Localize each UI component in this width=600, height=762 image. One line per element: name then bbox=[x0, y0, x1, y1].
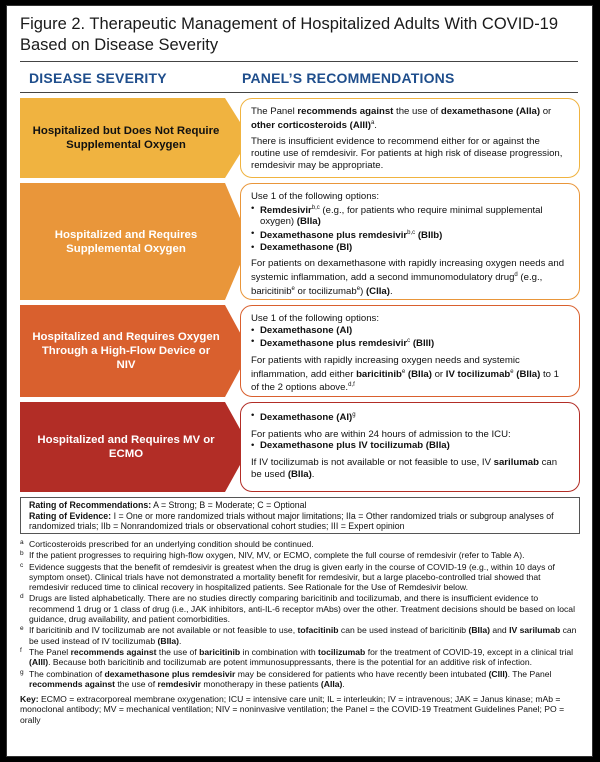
panel-recommendations-header: PANEL’S RECOMMENDATIONS bbox=[242, 70, 455, 86]
ratings-legend: Rating of Recommendations: A = Strong; B = Moderate; C = Optional Rating of Evidence: I = One or more randomized trials without major limitations; IIa = Other randomized trials or subgroup analyses of randomized trials; IIb = Nonrandomized trials or observational cohort studies; III = Expert opinion bbox=[20, 497, 580, 534]
severity-label: Hospitalized and Requires Oxygen Through a High-Flow Device or NIV bbox=[32, 331, 220, 371]
severity-label: Hospitalized and Requires MV or ECMO bbox=[37, 434, 215, 460]
figure-page bbox=[6, 5, 593, 757]
severity-row-high-flow-niv bbox=[20, 305, 580, 397]
disease-severity-header: DISEASE SEVERITY bbox=[29, 70, 167, 86]
severity-label: Hospitalized and Requires Supplemental Oxygen bbox=[54, 228, 198, 255]
footnote-b: b If the patient progresses to requiring high-flow oxygen, NIV, MV, or ECMO, complete the full course of remdesivir (refer to Table A). bbox=[20, 550, 525, 561]
footnotes bbox=[20, 539, 580, 725]
recommendation-box: Use 1 of the following options: • Dexamethasone (AI) • Dexamethasone plus remdesivir$^c$ (BIII) For patients with rapidly increasing oxygen needs and systemic inflammation, add either baricitinib$^e$ (BIIa) or IV tocilizumab$^e$ (BIIa) to 1 of the 2 options above.$^{d,f}$ bbox=[240, 305, 580, 397]
severity-row-no-oxygen bbox=[20, 98, 580, 178]
footnote-g: g The combination of dexamethasone plus remdesivir may be considered for patients who have recently been intubated (CIII). The Panel recommends against the use of remdesivir monotherapy in these patients (AIIa). bbox=[20, 668, 552, 689]
figure-title: Figure 2. Therapeutic Management of Hospitalized Adults With COVID-19 Based on Disease Severity bbox=[20, 15, 559, 54]
footnote-f: f The Panel recommends against the use of baricitinib in combination with tocilizumab for the treatment of COVID-19, except in a clinical trial (AIII). Because both baricitinib and tocilizumab are potent immunosuppressants, there is the potential for an additive risk of infection. bbox=[20, 646, 574, 668]
severity-row-mv-ecmo bbox=[20, 402, 580, 492]
severity-arrow bbox=[20, 402, 250, 492]
severity-arrow bbox=[20, 98, 250, 178]
header-divider bbox=[20, 92, 578, 93]
title-divider bbox=[20, 61, 578, 62]
recommendation-box: The Panel recommends against the use of dexamethasone (AIIa) or other corticosteroids (AIII)$^a$. There is insufficient evidence to recommend either for or against the routine use of remdesivir. For patients at high risk of disease progression, remdesivir may be appropriate. bbox=[240, 98, 580, 178]
footnote-e: e If baricitinib and IV tocilizumab are not available or not feasible to use, tofacitinib can be used instead of baricitinib (BIIa) and IV sarilumab can be used instead of IV tocilizumab (BIIa). bbox=[20, 625, 577, 646]
severity-arrow bbox=[20, 305, 250, 397]
abbreviation-key: Key: ECMO = extracorporeal membrane oxygenation; ICU = intensive care unit; IL = interleukin; IV = intravenous; JAK = Janus kinase; mAb = monoclonal antibody; MV = mechanical ventilation; NIV = noninvasive ventilation; the Panel = the COVID-19 Treatment Guidelines Panel; PO = orally bbox=[20, 694, 565, 725]
severity-arrow bbox=[20, 183, 250, 300]
recommendation-box: Use 1 of the following options: • Remdesivir$^{b,c}$ (e.g., for patients who require minimal supplemental oxygen) (BIIa) • Dexamethasone plus remdesivir$^{b,c}$ (BIIb) • Dexamethasone (BI) For patients on dexamethasone with rapidly increasing oxygen needs and systemic inflammation, add a second immunomodulatory drug$^d$ (e.g., baricitinib$^e$ or tocilizumab$^e$) (CIIa). bbox=[240, 183, 580, 300]
severity-row-supplemental-oxygen bbox=[20, 183, 580, 300]
footnote-c: c Evidence suggests that the benefit of remdesivir is greatest when the drug is given early in the course of COVID-19 (e.g., within 10 days of symptom onset). Clinical trials have not demonstrated a mortality benefit for remdesivir, but a large placebo-controlled trial showed that remdesivir reduced time to clinical recovery in hospitalized patients. See Rationale for the Use of Remdesivir below. bbox=[20, 561, 555, 593]
footnote-a: a Corticosteroids prescribed for an underlying condition should be continued. bbox=[20, 539, 314, 549]
footnote-d: d Drugs are listed alphabetically. There are no studies directly comparing baricitinib and tocilizumab, and there is insufficient evidence to recommend 1 drug or 1 class of drug (i.e., JAK inhibitors, anti-IL-6 receptor mAbs) over the other. Treatment decisions should be based on local guidance, drug availability, and patient comorbidities. bbox=[20, 593, 575, 625]
recommendation-box: • Dexamethasone (AI)$^g$ For patients who are within 24 hours of admission to the ICU: • Dexamethasone plus IV tocilizumab (BIIa) If IV tocilizumab is not available or not feasible to use, IV sarilumab can be used (BIIa). bbox=[240, 402, 580, 492]
severity-label: Hospitalized but Does Not Require Supplemental Oxygen bbox=[32, 125, 220, 151]
